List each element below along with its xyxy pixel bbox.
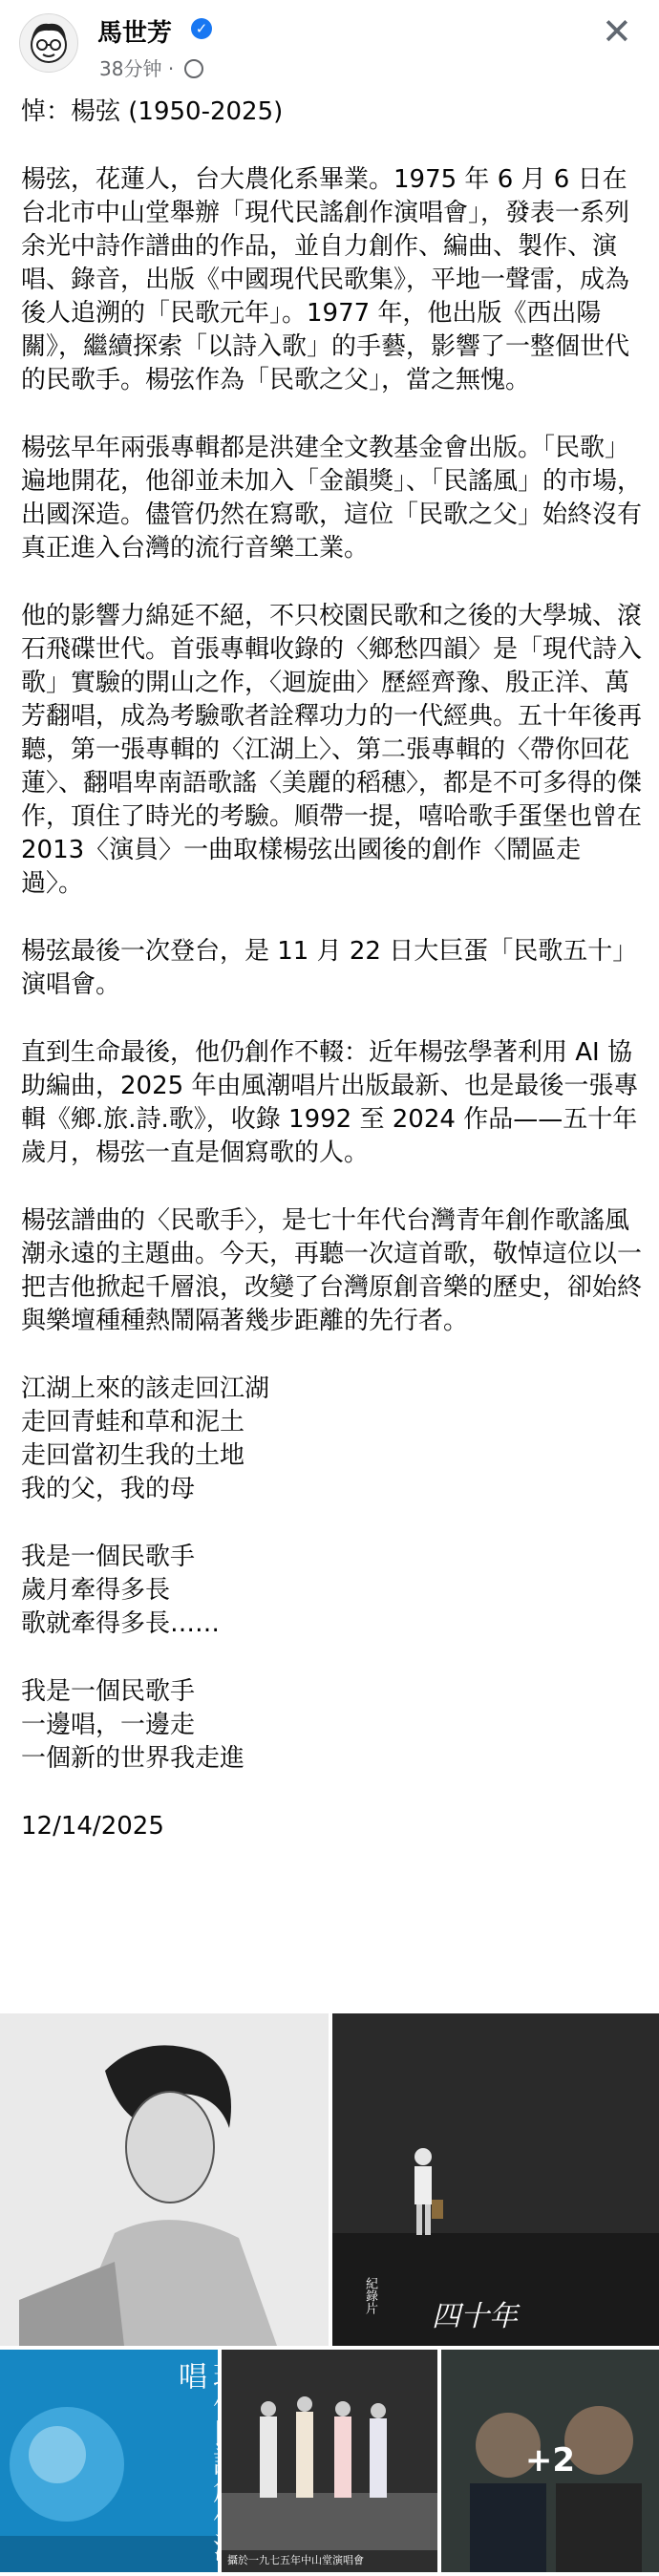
post-body (21, 96, 650, 1878)
poster-caption: 紀錄片 (363, 2277, 377, 2314)
post-paragraph: 楊弦早年兩張專輯都是洪建全文教基金會出版。「民歌」遍地開花，他卻並未加入「金韻獎」、「民謠風」的市場，出國深造。儘管仍然在寫歌，這位「民歌之父」始終沒有真正進入台灣的流行音樂工業。 (21, 434, 643, 563)
author-avatar[interactable] (19, 13, 78, 73)
post-title: 悼：楊弦 (1950-2025) (21, 97, 284, 126)
photo-stage-performance[interactable] (222, 2350, 437, 2572)
photo-grid (0, 2013, 659, 2572)
post-paragraph: 楊弦最後一次登台，是 11 月 22 日大巨蛋「民歌五十」演唱會。 (21, 937, 638, 999)
photo-portrait[interactable] (0, 2013, 329, 2346)
more-photos-overlay[interactable]: +2 (441, 2350, 659, 2572)
post-time[interactable]: 38分钟 (99, 57, 162, 80)
photo-concert-poster[interactable] (0, 2350, 218, 2572)
post-paragraph: 楊弦譜曲的〈民歌手〉，是七十年代台灣青年創作歌謠風潮永遠的主題曲。今天，再聽一次這首歌，敬悼這位以一把吉他掀起千層浪，改變了台灣原創音樂的歷史，卻始終與樂壇種種熱鬧隔著幾步距離的先行者。 (21, 1206, 643, 1335)
post-header (0, 0, 659, 96)
poster-title: 四十年 (432, 2300, 518, 2333)
author-name[interactable]: 馬世芳 (97, 19, 173, 48)
lyrics-stanza: 我是一個民歌手 一邊唱，一邊走 一個新的世界我走進 (21, 1677, 245, 1773)
verified-badge-icon: ✓ (191, 18, 212, 39)
lyrics-stanza: 我是一個民歌手 歲月牽得多長 歌就牽得多長…… (21, 1543, 221, 1638)
post-paragraph: 直到生命最後，他仍創作不輟：近年楊弦學著利用 AI 協助編曲，2025 年由風潮唱片出版最新、也是最後一張專輯《鄉.旅.詩.歌》，收錄 1992 至 2024 作品——五十年歲月，楊弦一直是個寫歌的人。 (21, 1038, 639, 1167)
post-paragraph: 楊弦，花蓮人，台大農化系畢業。1975 年 6 月 6 日在台北市中山堂舉辦「現代民謠創作演唱會」，發表一系列余光中詩作譜曲的作品，並自力創作、編曲、製作、演唱、錄音，出版《中國現代民歌集》，平地一聲雷，成為後人追溯的「民歌元年」。1977 年，他出版《西出陽關》，繼續探索「以詩入歌」的手藝，影響了一整個世代的民歌手。楊弦作為「民歌之父」，當之無愧。 (21, 165, 630, 394)
close-button[interactable]: ✕ (602, 11, 632, 53)
post-date: 12/14/2025 (21, 1812, 164, 1841)
lyrics-stanza: 江湖上來的該走回江湖 走回青蛙和草和泥土 走回當初生我的土地 我的父，我的母 (21, 1374, 270, 1503)
post-paragraph: 他的影響力綿延不絕，不只校園民歌和之後的大學城、滾石飛碟世代。首張專輯收錄的〈鄉愁四韻〉是「現代詩入歌」實驗的開山之作，〈迴旋曲〉歷經齊豫、殷正洋、萬芳翻唱，成為考驗歌者詮釋功力的一代經典。五十年後再聽，第一張專輯的〈江湖上〉、第二張專輯的〈帶你回花蓮〉、翻唱卑南語歌謠〈美麗的稻穗〉，都是不可多得的傑作，頂住了時光的考驗。順帶一提，嘻哈歌手蛋堡也曾在 2013〈演員〉一曲取樣楊弦出國後的創作〈鬧區走過〉。 (21, 602, 650, 898)
photo-caption: 攝於一九七五年中山堂演唱會 (227, 2554, 364, 2566)
post-meta: 38分钟 · (99, 53, 203, 81)
poster-title: 唱 (173, 2361, 206, 2390)
photo-documentary-poster[interactable] (332, 2013, 659, 2346)
globe-icon (184, 59, 203, 78)
